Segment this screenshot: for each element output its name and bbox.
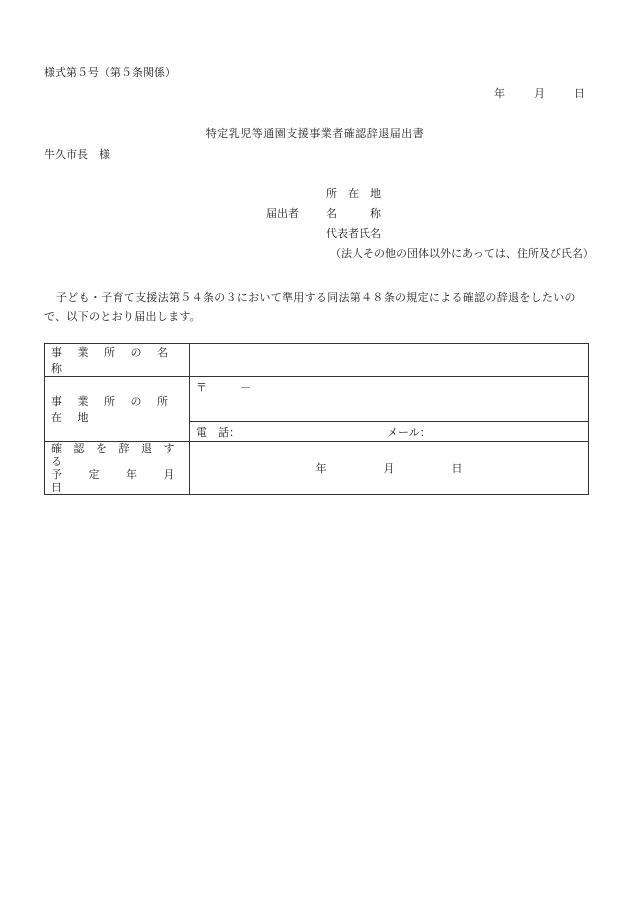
phone-label: 電 話： [196,425,240,439]
submission-date [494,87,585,101]
office-name-field[interactable] [190,344,589,377]
date-month: 月 [534,87,545,100]
representative-name-label: 代表者氏名 [326,227,381,240]
withdraw-label-line2: 予 定 年 月 日 [51,468,201,494]
applicant-name-label: 名 称 [326,207,381,220]
applicant-note: （法人その他の団体以外にあっては、住所及び氏名） [330,247,594,260]
withdraw-date-field[interactable] [190,442,589,495]
withdraw-date-label [45,442,201,495]
document-title: 特定乳児等通園支援事業者確認辞退届出書 [205,127,425,140]
office-address-row [45,377,589,422]
office-address-field[interactable] [190,377,589,422]
form-number: 様式第５号（第５条関係） [44,66,176,79]
withdraw-month: 月 [383,462,395,475]
withdraw-date-row [45,442,589,495]
withdraw-year: 年 [315,462,327,475]
body-text: 子ども・子育て支援法第５４条の３において準用する同法第４８条の規定による確認の辞退をしたいので、以下のとおり届出します。 [44,291,576,323]
email-label: メール： [387,425,431,439]
date-day: 日 [574,87,585,100]
office-name-row [45,344,589,377]
office-info-table [44,343,589,495]
office-address-label: 事 業 所 の 所 在 地 [45,377,190,442]
office-contact-field[interactable] [190,422,589,442]
postal-code-mark: 〒 － [196,381,251,394]
date-year: 年 [494,87,505,100]
withdraw-label-line1: 確 認 を 辞 退 す る [51,442,179,468]
office-name-label: 事 業 所 の 名 称 [45,344,190,377]
addressee: 牛久市長 様 [44,148,110,161]
withdraw-day: 日 [451,462,463,475]
notifier-label: 届出者 [266,207,299,220]
applicant-address-label: 所 在 地 [326,187,381,200]
